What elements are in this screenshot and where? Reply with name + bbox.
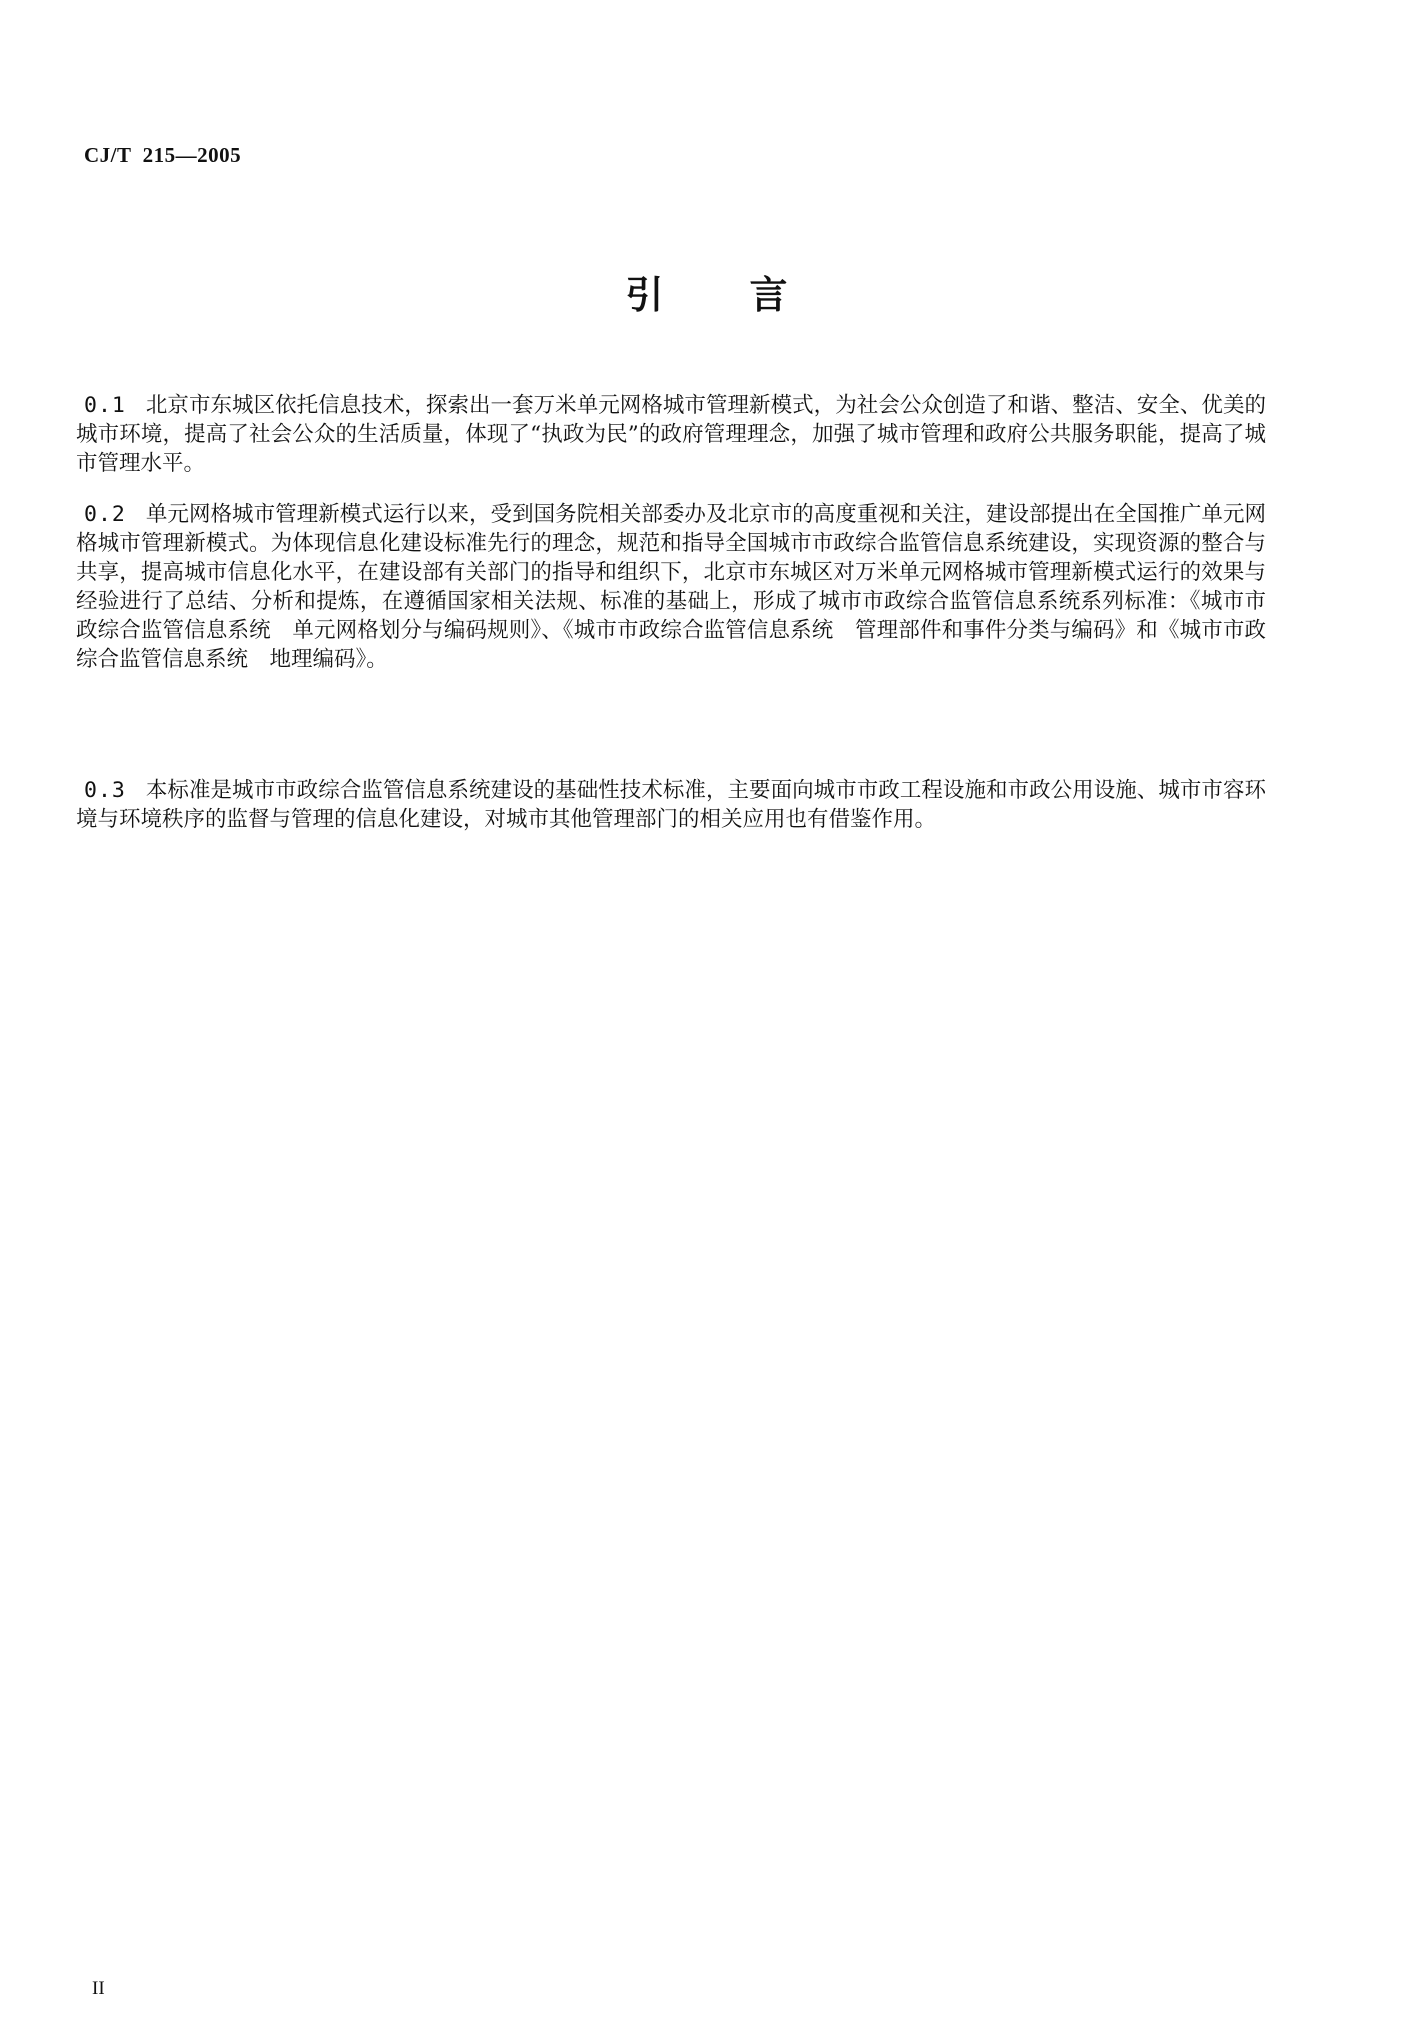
clause-0-3: [76, 776, 1266, 834]
clause-text: 本标准是城市市政综合监管信息系统建设的基础性技术标准，主要面向城市市政工程设施和市政公用设施、城市市容环境与环境秩序的监督与管理的信息化建设，对城市其他管理部门的相关应用也有借鉴作用。: [76, 778, 1266, 832]
document-code: CJ/T 215—2005: [84, 143, 242, 167]
clause-number: 0.3: [84, 778, 126, 803]
page-title: [0, 270, 1413, 320]
page-title-char-1: 引: [625, 273, 664, 317]
clause-number: 0.2: [84, 502, 126, 527]
clause-text: 北京市东城区依托信息技术，探索出一套万米单元网格城市管理新模式，为社会公众创造了和谐、整洁、安全、优美的城市环境，提高了社会公众的生活质量，体现了“执政为民”的政府管理理念，加强了城市管理和政府公共服务职能，提高了城市管理水平。: [76, 393, 1266, 476]
clause-number: 0.1: [84, 393, 126, 418]
clause-text: 单元网格城市管理新模式运行以来，受到国务院相关部委办及北京市的高度重视和关注，建设部提出在全国推广单元网格城市管理新模式。为体现信息化建设标准先行的理念，规范和指导全国城市市政综合监管信息系统建设，实现资源的整合与共享，提高城市信息化水平，在建设部有关部门的指导和组织下，北京市东城区对万米单元网格城市管理新模式运行的效果与经验进行了总结、分析和提炼，在遵循国家相关法规、标准的基础上，形成了城市市政综合监管信息系统系列标准：《城市市政综合监管信息系统 单元网格划分与编码规则》、《城市市政综合监管信息系统 管理部件和事件分类与编码》和《城市市政综合监管信息系统 地理编码》。: [76, 502, 1266, 672]
page-number: II: [92, 1978, 105, 1999]
page-title-char-2: 言: [749, 273, 788, 317]
clause-0-1: [76, 391, 1266, 478]
clause-0-2: [76, 500, 1266, 674]
